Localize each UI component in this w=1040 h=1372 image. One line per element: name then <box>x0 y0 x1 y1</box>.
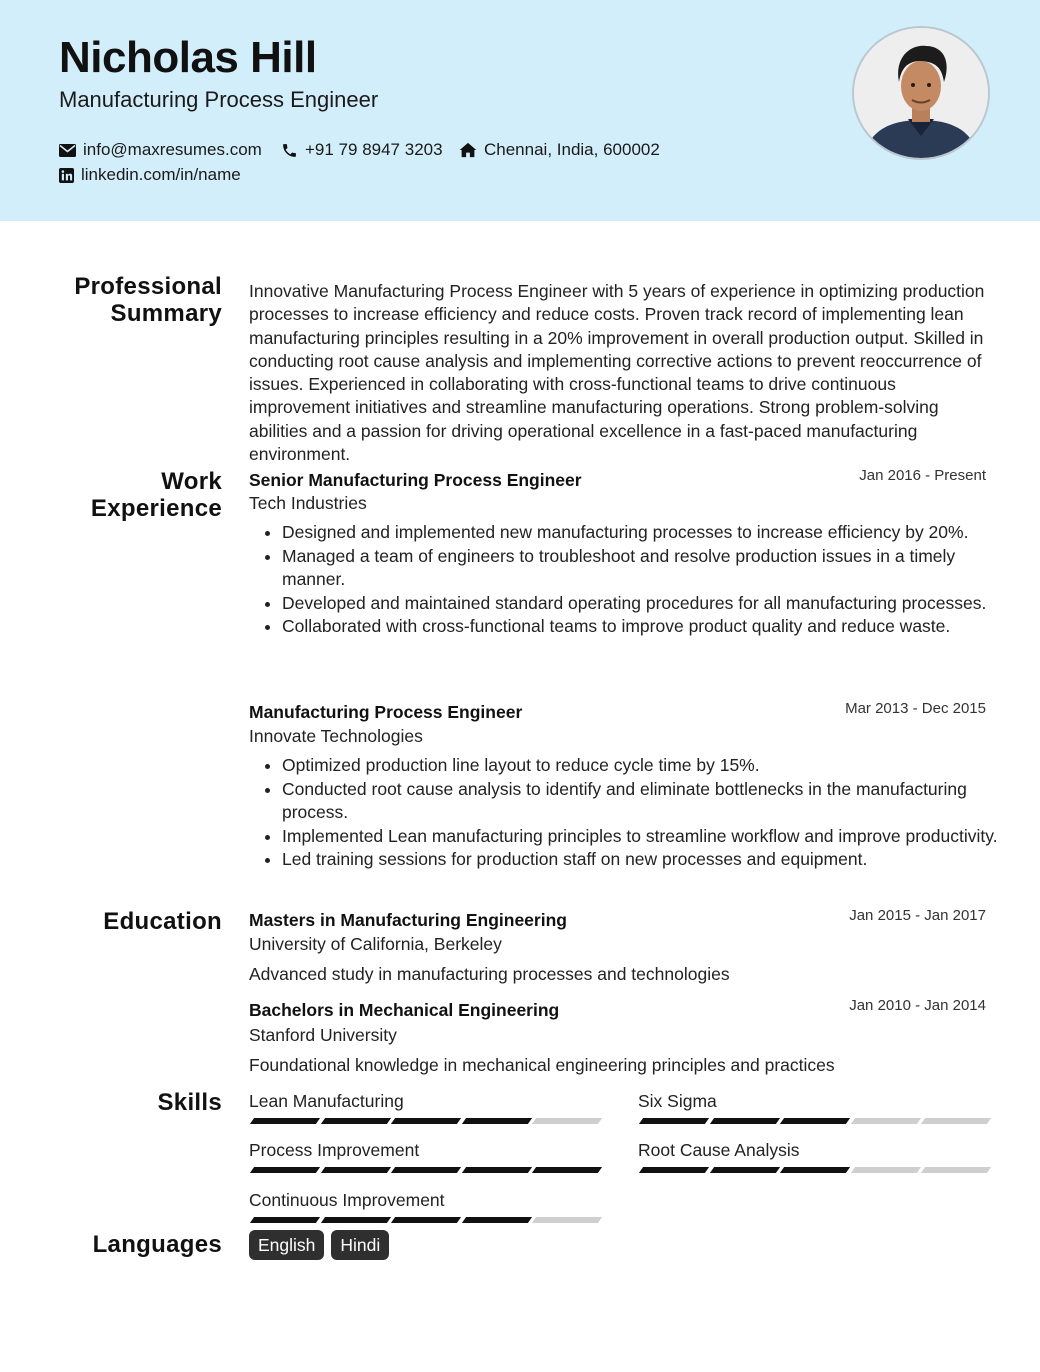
skill-name: Continuous Improvement <box>249 1190 445 1210</box>
skill-level-bar <box>641 1167 989 1173</box>
home-icon <box>459 142 477 158</box>
degree-description: Foundational knowledge in mechanical engineering principles and practices <box>249 1055 835 1075</box>
section-title-experience: Work Experience <box>90 468 222 522</box>
bullet-item: • Led training sessions for production staff on new processes and equipment. <box>282 848 1022 872</box>
resume-header <box>0 0 1040 221</box>
envelope-icon <box>59 144 76 157</box>
language-list <box>249 1230 389 1260</box>
job-title: Senior Manufacturing Process Engineer <box>249 470 582 490</box>
skill-level-bar <box>641 1118 989 1124</box>
job-bullets <box>249 521 1022 639</box>
contact-location <box>459 139 660 161</box>
skill-segment-filled <box>639 1167 709 1173</box>
skill-segment-filled <box>639 1118 709 1124</box>
skill-segment-empty <box>921 1167 991 1173</box>
summary-text: Innovative Manufacturing Process Engineer with 5 years of experience in optimizing production processes to increase efficiency and reduce costs. Proven track record of implementing lean manufacturing principles resulting in a 20% improvement in overall production output. Skilled in conducting root cause analysis and implementing corrective actions to prevent reoccurrence of issues. Experienced in collaborating with cross-functional teams to drive continuous improvement initiatives and streamline manufacturing operations. Strong problem-solving abilities and a passion for driving operational excellence in a fast-paced manufacturing environment. <box>249 281 985 465</box>
bullet-item: • Conducted root cause analysis to identify and eliminate bottlenecks in the manufacturing process. <box>282 778 1022 825</box>
skill-segment-filled <box>780 1167 850 1173</box>
skill-segment-filled <box>532 1167 602 1173</box>
skill-segment-filled <box>250 1118 320 1124</box>
bullet-item: • Implemented Lean manufacturing principles to streamline workflow and improve productivity. <box>282 825 1022 849</box>
skill-segment-filled <box>461 1167 531 1173</box>
bullet-item: • Collaborated with cross-functional teams to improve product quality and reduce waste. <box>282 615 1022 639</box>
degree-title: Bachelors in Mechanical Engineering <box>249 1000 560 1020</box>
skill-segment-filled <box>780 1118 850 1124</box>
skill-segment-filled <box>320 1167 390 1173</box>
skill-segment-empty <box>850 1167 920 1173</box>
skill-segment-empty <box>850 1118 920 1124</box>
job-title: Manufacturing Process Engineer <box>249 702 523 722</box>
skill-level-bar <box>252 1217 600 1223</box>
degree-dates: Jan 2015 - Jan 2017 <box>849 907 986 924</box>
skill-level-bar <box>252 1118 600 1124</box>
skill-name: Lean Manufacturing <box>249 1091 404 1111</box>
skill-segment-filled <box>250 1167 320 1173</box>
skill-segment-filled <box>461 1118 531 1124</box>
skill-segment-filled <box>391 1217 461 1223</box>
contact-phone[interactable] <box>281 139 443 161</box>
candidate-title: Manufacturing Process Engineer <box>59 87 379 112</box>
skill-name: Process Improvement <box>249 1140 420 1160</box>
skill-name: Root Cause Analysis <box>638 1140 800 1160</box>
skill-segment-filled <box>709 1118 779 1124</box>
job-bullets <box>249 754 1022 872</box>
skill-segment-filled <box>391 1118 461 1124</box>
language-badge: Hindi <box>331 1230 389 1260</box>
skill-segment-empty <box>532 1118 602 1124</box>
skill-level-bar <box>252 1167 600 1173</box>
location-text: Chennai, India, 600002 <box>484 140 660 159</box>
skill-segment-filled <box>320 1118 390 1124</box>
section-title-languages: Languages <box>92 1231 222 1258</box>
skill-segment-filled <box>320 1217 390 1223</box>
section-title-skills: Skills <box>157 1089 222 1116</box>
degree-description: Advanced study in manufacturing processes and technologies <box>249 964 730 984</box>
job-dates: Jan 2016 - Present <box>859 467 986 484</box>
skill-segment-filled <box>250 1217 320 1223</box>
section-title-education: Education <box>103 908 222 935</box>
bullet-item: • Designed and implemented new manufacturing processes to increase efficiency by 20%. <box>282 521 1022 545</box>
job-dates: Mar 2013 - Dec 2015 <box>845 700 986 717</box>
language-badge: English <box>249 1230 324 1260</box>
skill-segment-filled <box>391 1167 461 1173</box>
contact-email[interactable] <box>59 139 262 161</box>
skill-segment-empty <box>532 1217 602 1223</box>
bullet-item: • Managed a team of engineers to troubleshoot and resolve production issues in a timely manner. <box>282 545 1022 592</box>
phone-icon <box>281 142 298 159</box>
skill-segment-filled <box>709 1167 779 1173</box>
profile-photo <box>852 26 990 160</box>
skill-segment-empty <box>921 1118 991 1124</box>
job-company: Tech Industries <box>249 493 367 513</box>
school-name: Stanford University <box>249 1025 397 1045</box>
bullet-item: • Optimized production line layout to reduce cycle time by 15%. <box>282 754 1022 778</box>
phone-text: +91 79 8947 3203 <box>305 140 443 159</box>
section-title-summary: Professional Summary <box>74 273 222 327</box>
skill-name: Six Sigma <box>638 1091 717 1111</box>
linkedin-text: linkedin.com/in/name <box>81 165 241 184</box>
degree-title: Masters in Manufacturing Engineering <box>249 910 567 930</box>
degree-dates: Jan 2010 - Jan 2014 <box>849 997 986 1014</box>
linkedin-icon <box>59 168 74 183</box>
bullet-item: • Developed and maintained standard operating procedures for all manufacturing processes. <box>282 592 1022 616</box>
candidate-name: Nicholas Hill <box>59 33 317 82</box>
contact-linkedin[interactable] <box>59 164 241 186</box>
email-text: info@maxresumes.com <box>83 140 262 159</box>
skill-segment-filled <box>461 1217 531 1223</box>
school-name: University of California, Berkeley <box>249 934 502 954</box>
job-company: Innovate Technologies <box>249 726 423 746</box>
